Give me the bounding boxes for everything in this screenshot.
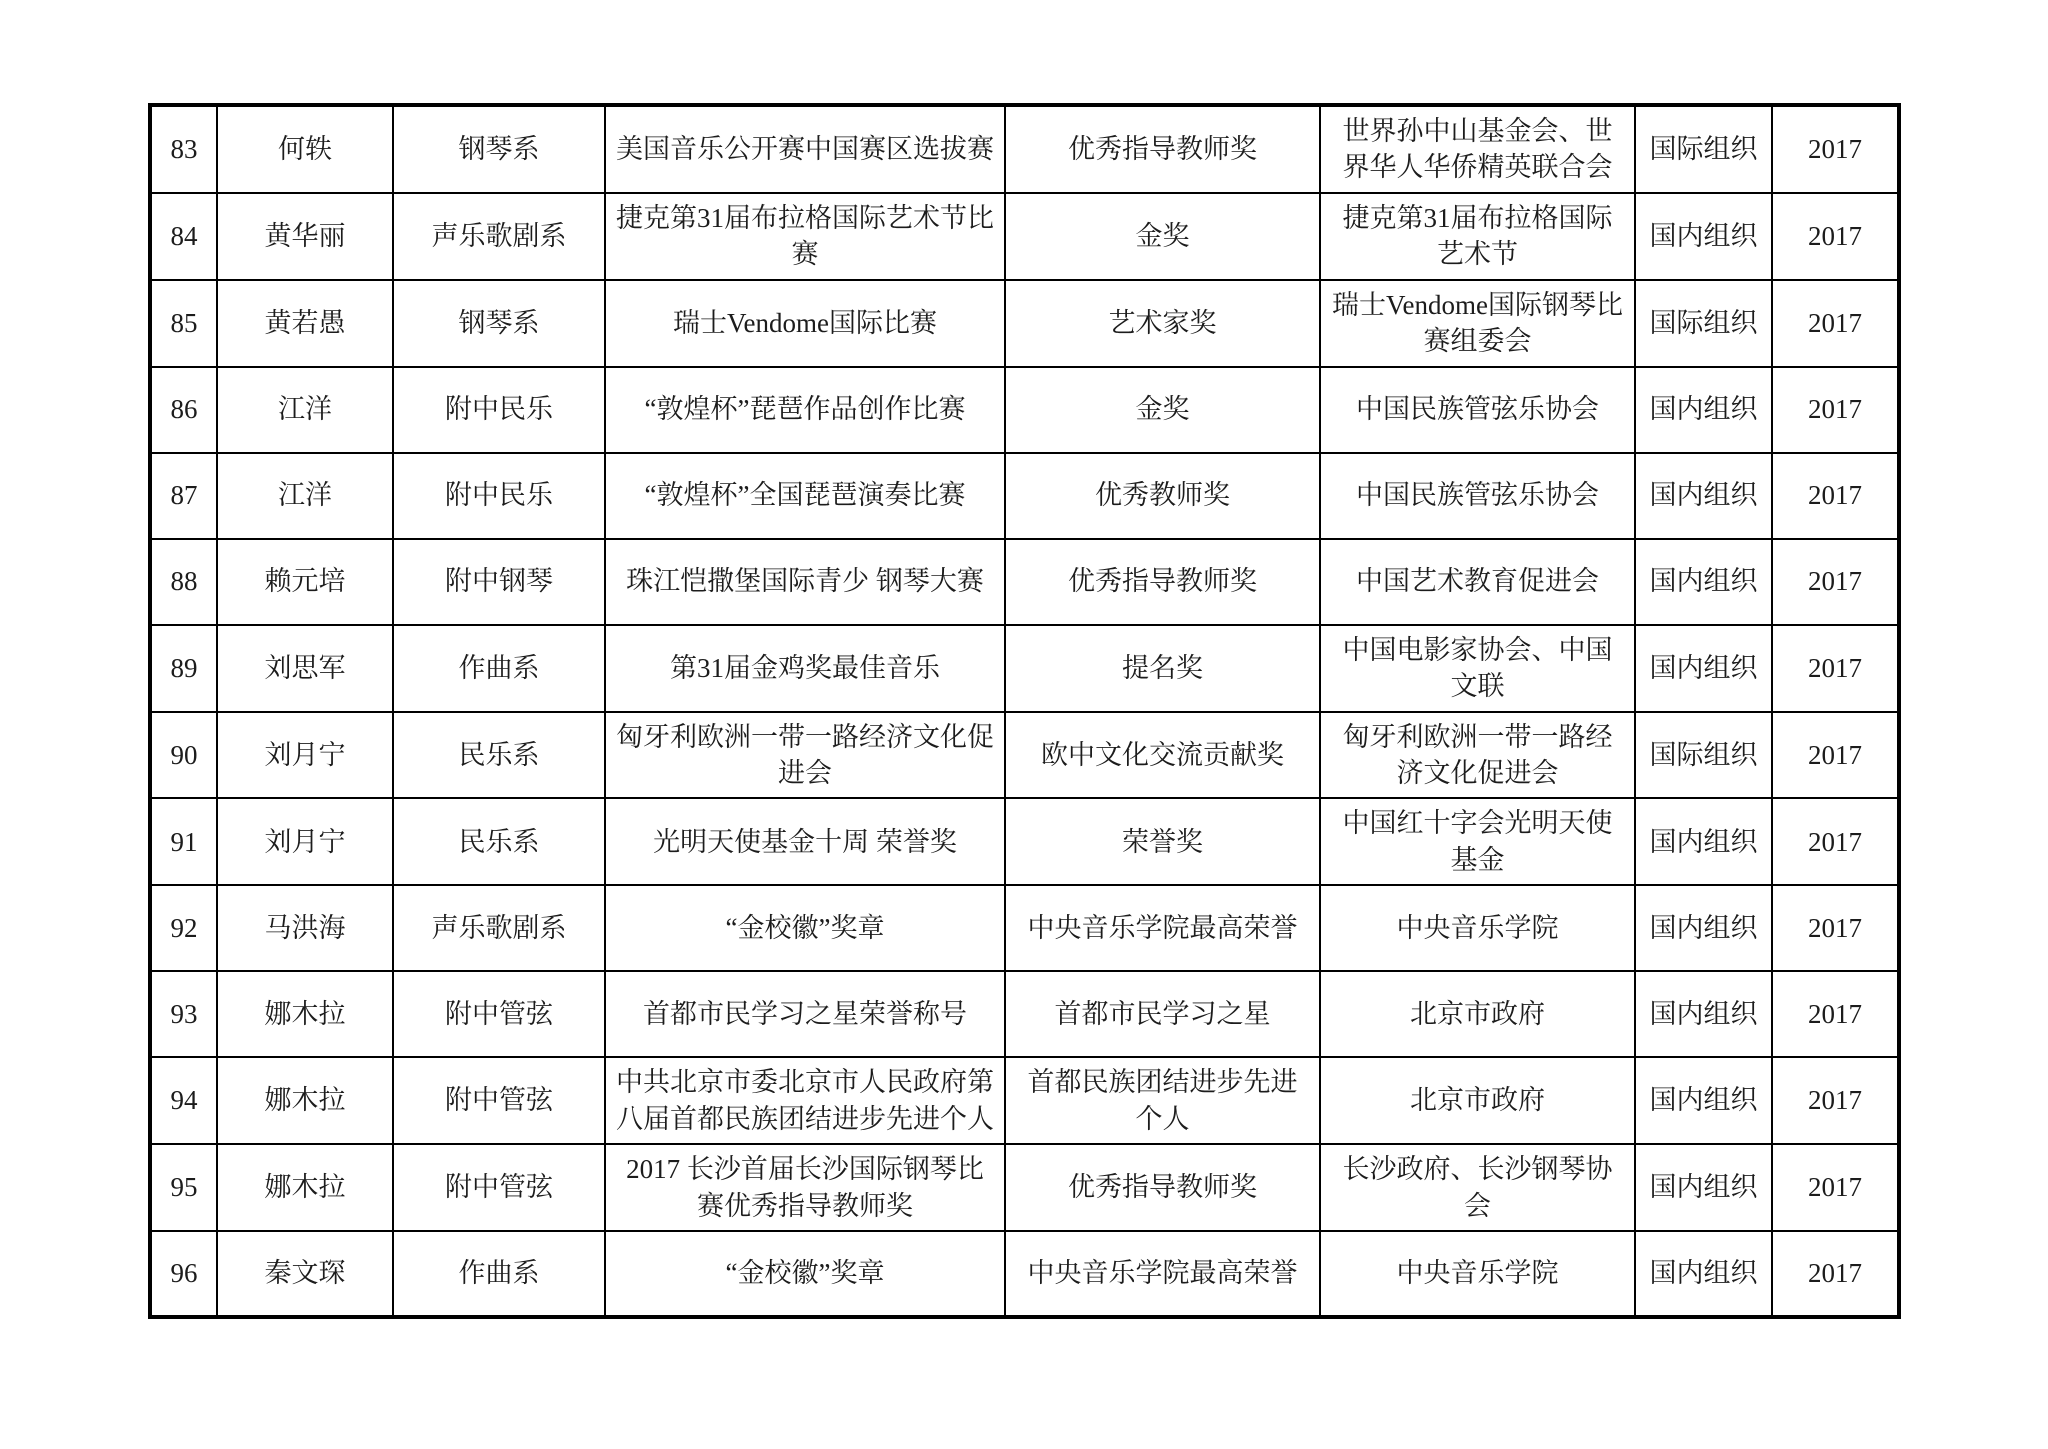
cell-year: 2017: [1772, 1057, 1899, 1144]
cell-awarding-organization: 世界孙中山基金会、世界华人华侨精英联合会: [1320, 105, 1635, 193]
cell-person-name: 江洋: [217, 453, 393, 539]
cell-serial-number: 86: [150, 367, 217, 453]
cell-serial-number: 87: [150, 453, 217, 539]
cell-department: 声乐歌剧系: [393, 193, 605, 280]
cell-year: 2017: [1772, 193, 1899, 280]
cell-awarding-organization: 中国民族管弦乐协会: [1320, 453, 1635, 539]
cell-year: 2017: [1772, 971, 1899, 1057]
cell-award-name: 金奖: [1005, 193, 1320, 280]
cell-award-name: 首都市民学习之星: [1005, 971, 1320, 1057]
table-row: [150, 105, 1899, 193]
cell-year: 2017: [1772, 798, 1899, 885]
cell-serial-number: 84: [150, 193, 217, 280]
cell-competition-name: 美国音乐公开赛中国赛区选拔赛: [605, 105, 1005, 193]
cell-serial-number: 85: [150, 280, 217, 367]
awards-table: [148, 103, 1901, 1319]
cell-serial-number: 91: [150, 798, 217, 885]
cell-year: 2017: [1772, 539, 1899, 625]
cell-awarding-organization: 中央音乐学院: [1320, 885, 1635, 971]
cell-award-name: 艺术家奖: [1005, 280, 1320, 367]
cell-year: 2017: [1772, 280, 1899, 367]
cell-organization-type: 国内组织: [1635, 367, 1772, 453]
cell-organization-type: 国内组织: [1635, 193, 1772, 280]
cell-competition-name: “金校徽”奖章: [605, 1231, 1005, 1317]
table-row: [150, 367, 1899, 453]
cell-organization-type: 国际组织: [1635, 712, 1772, 799]
cell-competition-name: 第31届金鸡奖最佳音乐: [605, 625, 1005, 712]
cell-competition-name: 匈牙利欧洲一带一路经济文化促进会: [605, 712, 1005, 799]
cell-department: 作曲系: [393, 625, 605, 712]
cell-department: 声乐歌剧系: [393, 885, 605, 971]
cell-serial-number: 90: [150, 712, 217, 799]
cell-serial-number: 96: [150, 1231, 217, 1317]
cell-person-name: 马洪海: [217, 885, 393, 971]
cell-award-name: 金奖: [1005, 367, 1320, 453]
cell-person-name: 娜木拉: [217, 971, 393, 1057]
cell-year: 2017: [1772, 1231, 1899, 1317]
cell-department: 钢琴系: [393, 280, 605, 367]
cell-year: 2017: [1772, 453, 1899, 539]
cell-awarding-organization: 中国民族管弦乐协会: [1320, 367, 1635, 453]
cell-competition-name: 首都市民学习之星荣誉称号: [605, 971, 1005, 1057]
cell-department: 民乐系: [393, 712, 605, 799]
cell-person-name: 赖元培: [217, 539, 393, 625]
cell-awarding-organization: 长沙政府、长沙钢琴协会: [1320, 1144, 1635, 1231]
cell-person-name: 黄若愚: [217, 280, 393, 367]
cell-person-name: 刘月宁: [217, 712, 393, 799]
cell-awarding-organization: 中央音乐学院: [1320, 1231, 1635, 1317]
cell-award-name: 提名奖: [1005, 625, 1320, 712]
cell-serial-number: 95: [150, 1144, 217, 1231]
cell-department: 作曲系: [393, 1231, 605, 1317]
cell-serial-number: 94: [150, 1057, 217, 1144]
table-row: [150, 1231, 1899, 1317]
cell-awarding-organization: 捷克第31届布拉格国际艺术节: [1320, 193, 1635, 280]
cell-competition-name: “金校徽”奖章: [605, 885, 1005, 971]
cell-department: 附中管弦: [393, 971, 605, 1057]
cell-year: 2017: [1772, 625, 1899, 712]
cell-organization-type: 国际组织: [1635, 280, 1772, 367]
cell-organization-type: 国内组织: [1635, 1057, 1772, 1144]
cell-year: 2017: [1772, 105, 1899, 193]
table-row: [150, 971, 1899, 1057]
cell-year: 2017: [1772, 885, 1899, 971]
cell-department: 附中钢琴: [393, 539, 605, 625]
cell-person-name: 娜木拉: [217, 1144, 393, 1231]
cell-organization-type: 国内组织: [1635, 971, 1772, 1057]
cell-organization-type: 国内组织: [1635, 453, 1772, 539]
cell-year: 2017: [1772, 367, 1899, 453]
cell-person-name: 江洋: [217, 367, 393, 453]
cell-competition-name: “敦煌杯”琵琶作品创作比赛: [605, 367, 1005, 453]
cell-competition-name: 中共北京市委北京市人民政府第八届首都民族团结进步先进个人: [605, 1057, 1005, 1144]
table-row: [150, 798, 1899, 885]
cell-award-name: 优秀指导教师奖: [1005, 1144, 1320, 1231]
cell-department: 附中管弦: [393, 1144, 605, 1231]
cell-serial-number: 88: [150, 539, 217, 625]
cell-person-name: 刘思军: [217, 625, 393, 712]
cell-awarding-organization: 中国艺术教育促进会: [1320, 539, 1635, 625]
cell-award-name: 优秀指导教师奖: [1005, 539, 1320, 625]
cell-competition-name: 捷克第31届布拉格国际艺术节比赛: [605, 193, 1005, 280]
cell-organization-type: 国内组织: [1635, 539, 1772, 625]
cell-organization-type: 国内组织: [1635, 1231, 1772, 1317]
table-row: [150, 453, 1899, 539]
cell-organization-type: 国内组织: [1635, 625, 1772, 712]
cell-competition-name: 光明天使基金十周 荣誉奖: [605, 798, 1005, 885]
cell-person-name: 娜木拉: [217, 1057, 393, 1144]
cell-serial-number: 83: [150, 105, 217, 193]
cell-department: 附中民乐: [393, 453, 605, 539]
cell-serial-number: 93: [150, 971, 217, 1057]
table-row: [150, 712, 1899, 799]
cell-organization-type: 国内组织: [1635, 1144, 1772, 1231]
cell-awarding-organization: 中国红十字会光明天使基金: [1320, 798, 1635, 885]
cell-competition-name: “敦煌杯”全国琵琶演奏比赛: [605, 453, 1005, 539]
cell-department: 民乐系: [393, 798, 605, 885]
cell-year: 2017: [1772, 1144, 1899, 1231]
cell-serial-number: 92: [150, 885, 217, 971]
cell-department: 附中民乐: [393, 367, 605, 453]
table-row: [150, 193, 1899, 280]
cell-award-name: 优秀教师奖: [1005, 453, 1320, 539]
cell-year: 2017: [1772, 712, 1899, 799]
cell-person-name: 黄华丽: [217, 193, 393, 280]
cell-organization-type: 国际组织: [1635, 105, 1772, 193]
table-row: [150, 280, 1899, 367]
cell-award-name: 优秀指导教师奖: [1005, 105, 1320, 193]
cell-award-name: 中央音乐学院最高荣誉: [1005, 1231, 1320, 1317]
cell-competition-name: 珠江恺撒堡国际青少 钢琴大赛: [605, 539, 1005, 625]
cell-organization-type: 国内组织: [1635, 885, 1772, 971]
cell-competition-name: 瑞士Vendome国际比赛: [605, 280, 1005, 367]
table-row: [150, 1057, 1899, 1144]
table-row: [150, 1144, 1899, 1231]
cell-person-name: 刘月宁: [217, 798, 393, 885]
cell-awarding-organization: 中国电影家协会、中国文联: [1320, 625, 1635, 712]
table-row: [150, 539, 1899, 625]
cell-award-name: 荣誉奖: [1005, 798, 1320, 885]
cell-award-name: 欧中文化交流贡献奖: [1005, 712, 1320, 799]
cell-competition-name: 2017 长沙首届长沙国际钢琴比赛优秀指导教师奖: [605, 1144, 1005, 1231]
cell-serial-number: 89: [150, 625, 217, 712]
cell-organization-type: 国内组织: [1635, 798, 1772, 885]
cell-awarding-organization: 匈牙利欧洲一带一路经济文化促进会: [1320, 712, 1635, 799]
cell-department: 附中管弦: [393, 1057, 605, 1144]
cell-awarding-organization: 北京市政府: [1320, 971, 1635, 1057]
table-row: [150, 885, 1899, 971]
cell-person-name: 何轶: [217, 105, 393, 193]
cell-awarding-organization: 北京市政府: [1320, 1057, 1635, 1144]
cell-department: 钢琴系: [393, 105, 605, 193]
cell-award-name: 首都民族团结进步先进个人: [1005, 1057, 1320, 1144]
cell-award-name: 中央音乐学院最高荣誉: [1005, 885, 1320, 971]
cell-awarding-organization: 瑞士Vendome国际钢琴比赛组委会: [1320, 280, 1635, 367]
cell-person-name: 秦文琛: [217, 1231, 393, 1317]
table-row: [150, 625, 1899, 712]
